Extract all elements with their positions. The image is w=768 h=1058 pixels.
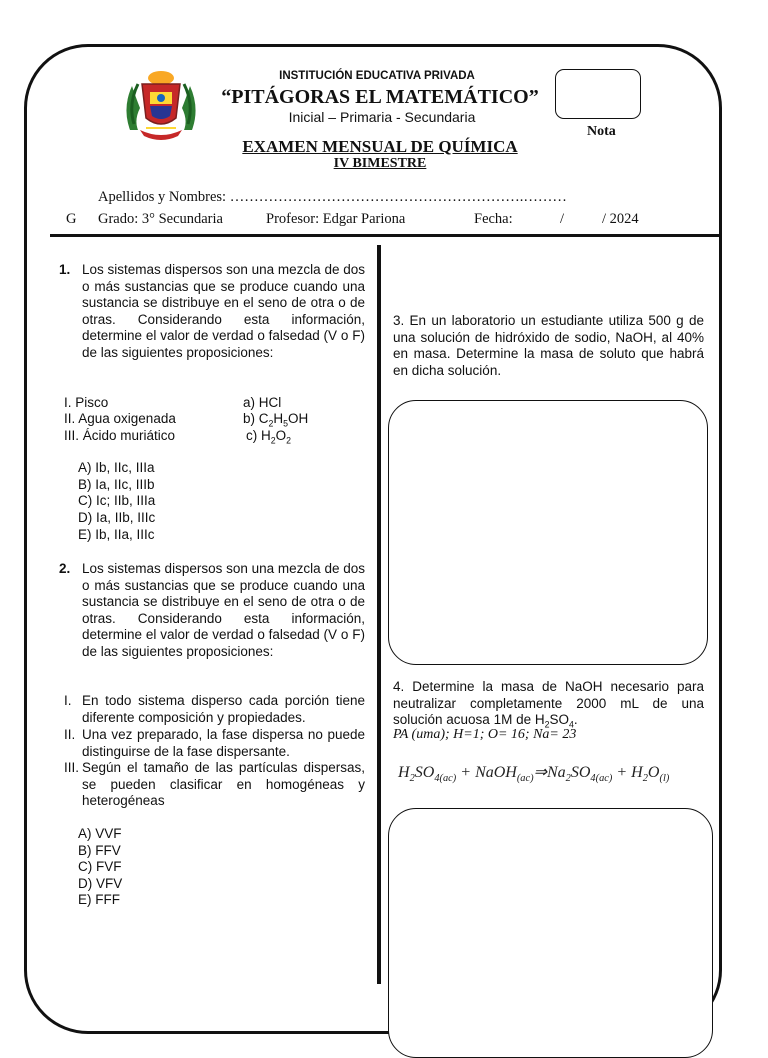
q3-text: 3. En un laboratorio un estudiante utiliza 500 g de una solución de hidróxido de sodio, NaOH, al 40% en masa. Determine la masa de soluto que habrá en dicha solución.: [393, 313, 704, 378]
eq-sub: 2: [642, 773, 648, 785]
q2-number: 2.: [59, 561, 71, 576]
formula-text: c) H: [246, 428, 271, 443]
eq-h: H: [631, 764, 643, 781]
formula-text: O: [275, 428, 287, 443]
q2-option-a[interactable]: A) VVF: [78, 826, 122, 841]
q2-prop-mark: III.: [64, 760, 80, 775]
formula-sub: 2: [268, 418, 274, 429]
q2-prop-mark: I.: [64, 693, 72, 708]
formula-text: H: [273, 411, 284, 426]
eq-sub: (ac): [516, 773, 534, 785]
q2-prop-mark: II.: [64, 727, 76, 742]
q2-option-c[interactable]: C) FVF: [78, 859, 122, 874]
q2-option-b[interactable]: B) FFV: [78, 843, 121, 858]
q1-option-a[interactable]: A) Ib, IIc, IIIa: [78, 460, 155, 475]
q4-text-end: .: [573, 712, 578, 728]
reaction-equation: [398, 762, 669, 784]
eq-o: O: [647, 764, 660, 781]
q1-option-c[interactable]: C) Ic; IIb, IIIa: [78, 493, 156, 508]
eq-h: H: [398, 764, 410, 781]
eq-naoh: NaOH: [475, 764, 517, 781]
formula-sub: 2: [270, 435, 276, 446]
exam-title: EXAMEN MENSUAL DE QUÍMICA: [242, 137, 518, 156]
bimestre-label: IV BIMESTRE: [333, 156, 427, 171]
date-year: / 2024: [602, 211, 639, 227]
q2-prop: Una vez preparado, la fase dispersa no puede distinguirse de la fase dispersante.: [82, 727, 365, 759]
q1-left-item: I. Pisco: [64, 395, 109, 410]
q1-right-item: [246, 428, 291, 449]
q2-text: Los sistemas dispersos son una mezcla de dos o más sustancias que se produce cuando una sustancia se distribuye en el seno de otra o de otras. Considerando esta información, determine el valor de verdad o falsedad (V o F) de las siguientes proposiciones:: [82, 561, 365, 659]
eq-na: Na: [546, 764, 566, 781]
eq-plus: +: [616, 764, 628, 781]
atomic-masses: PA (uma); H=1; O= 16; Na= 23: [393, 727, 577, 742]
formula-text: b) C: [243, 411, 269, 426]
q1-number: 1.: [59, 262, 71, 277]
formula-sub: 2: [544, 719, 550, 730]
date-separator: /: [560, 211, 565, 227]
eq-so: SO: [414, 764, 435, 781]
school-levels: Inicial – Primaria - Secundaria: [288, 109, 476, 125]
formula-sub: 2: [286, 435, 292, 446]
q1-option-e[interactable]: E) Ib, IIa, IIIc: [78, 527, 155, 542]
q2-prop: Según el tamaño de las partículas dispersas, se pueden clasificar en homogéneas y heterogéneas: [82, 760, 365, 809]
school-name: “PITÁGORAS EL MATEMÁTICO”: [221, 86, 539, 108]
q4-answer-box[interactable]: [388, 808, 713, 1058]
grade-box[interactable]: [555, 69, 641, 119]
teacher-label: Profesor: Edgar Pariona: [266, 211, 406, 227]
student-name-field[interactable]: Apellidos y Nombres: …………………………………………………….………: [98, 189, 567, 205]
eq-arrow: ⇒: [533, 764, 547, 781]
q4-text-main: 4. Determine la masa de NaOH necesario para neutralizar completamente 2000 mL de una solución acuosa 1M de H: [393, 679, 704, 728]
q3-answer-box[interactable]: [388, 400, 708, 665]
formula-text: OH: [288, 411, 309, 426]
q1-option-b[interactable]: B) Ia, IIc, IIIb: [78, 477, 155, 492]
header-divider: [50, 234, 720, 237]
formula-sub: 5: [283, 418, 289, 429]
q4-text: [393, 679, 704, 733]
g-mark: G: [66, 211, 77, 227]
eq-sub: 4(ac): [590, 773, 613, 785]
institution-label: INSTITUCIÓN EDUCATIVA PRIVADA: [279, 70, 475, 82]
date-label: Fecha:: [474, 211, 513, 227]
school-crest-icon: [120, 68, 202, 144]
q4-text-so: SO: [549, 712, 569, 728]
q1-text: Los sistemas dispersos son una mezcla de dos o más sustancias que se produce cuando una sustancia se distribuye en el seno de otra o de otras. Considerando esta información, determine el valor de verdad o falsedad (V o F) de las siguientes proposiciones:: [82, 262, 365, 360]
column-divider: [377, 245, 381, 984]
q1-left-item: III. Ácido muriático: [64, 428, 176, 443]
eq-plus: +: [460, 764, 472, 781]
eq-sub: 2: [565, 773, 571, 785]
q2-option-e[interactable]: E) FFF: [78, 892, 120, 907]
eq-sub: 4(ac): [434, 773, 457, 785]
q2-option-d[interactable]: D) VFV: [78, 876, 123, 891]
nota-label: Nota: [587, 124, 616, 139]
q1-option-d[interactable]: D) Ia, IIb, IIIc: [78, 510, 156, 525]
eq-so: SO: [570, 764, 591, 781]
formula-sub: 4: [569, 719, 574, 730]
grade-label: Grado: 3° Secundaria: [98, 211, 223, 227]
q1-left-item: II. Agua oxigenada: [64, 411, 176, 426]
q2-prop: En todo sistema disperso cada porción tiene diferente composición y propiedades.: [82, 693, 365, 725]
eq-sub: (l): [659, 773, 670, 785]
eq-sub: 2: [409, 773, 415, 785]
q1-right-item: a) HCl: [243, 395, 282, 410]
